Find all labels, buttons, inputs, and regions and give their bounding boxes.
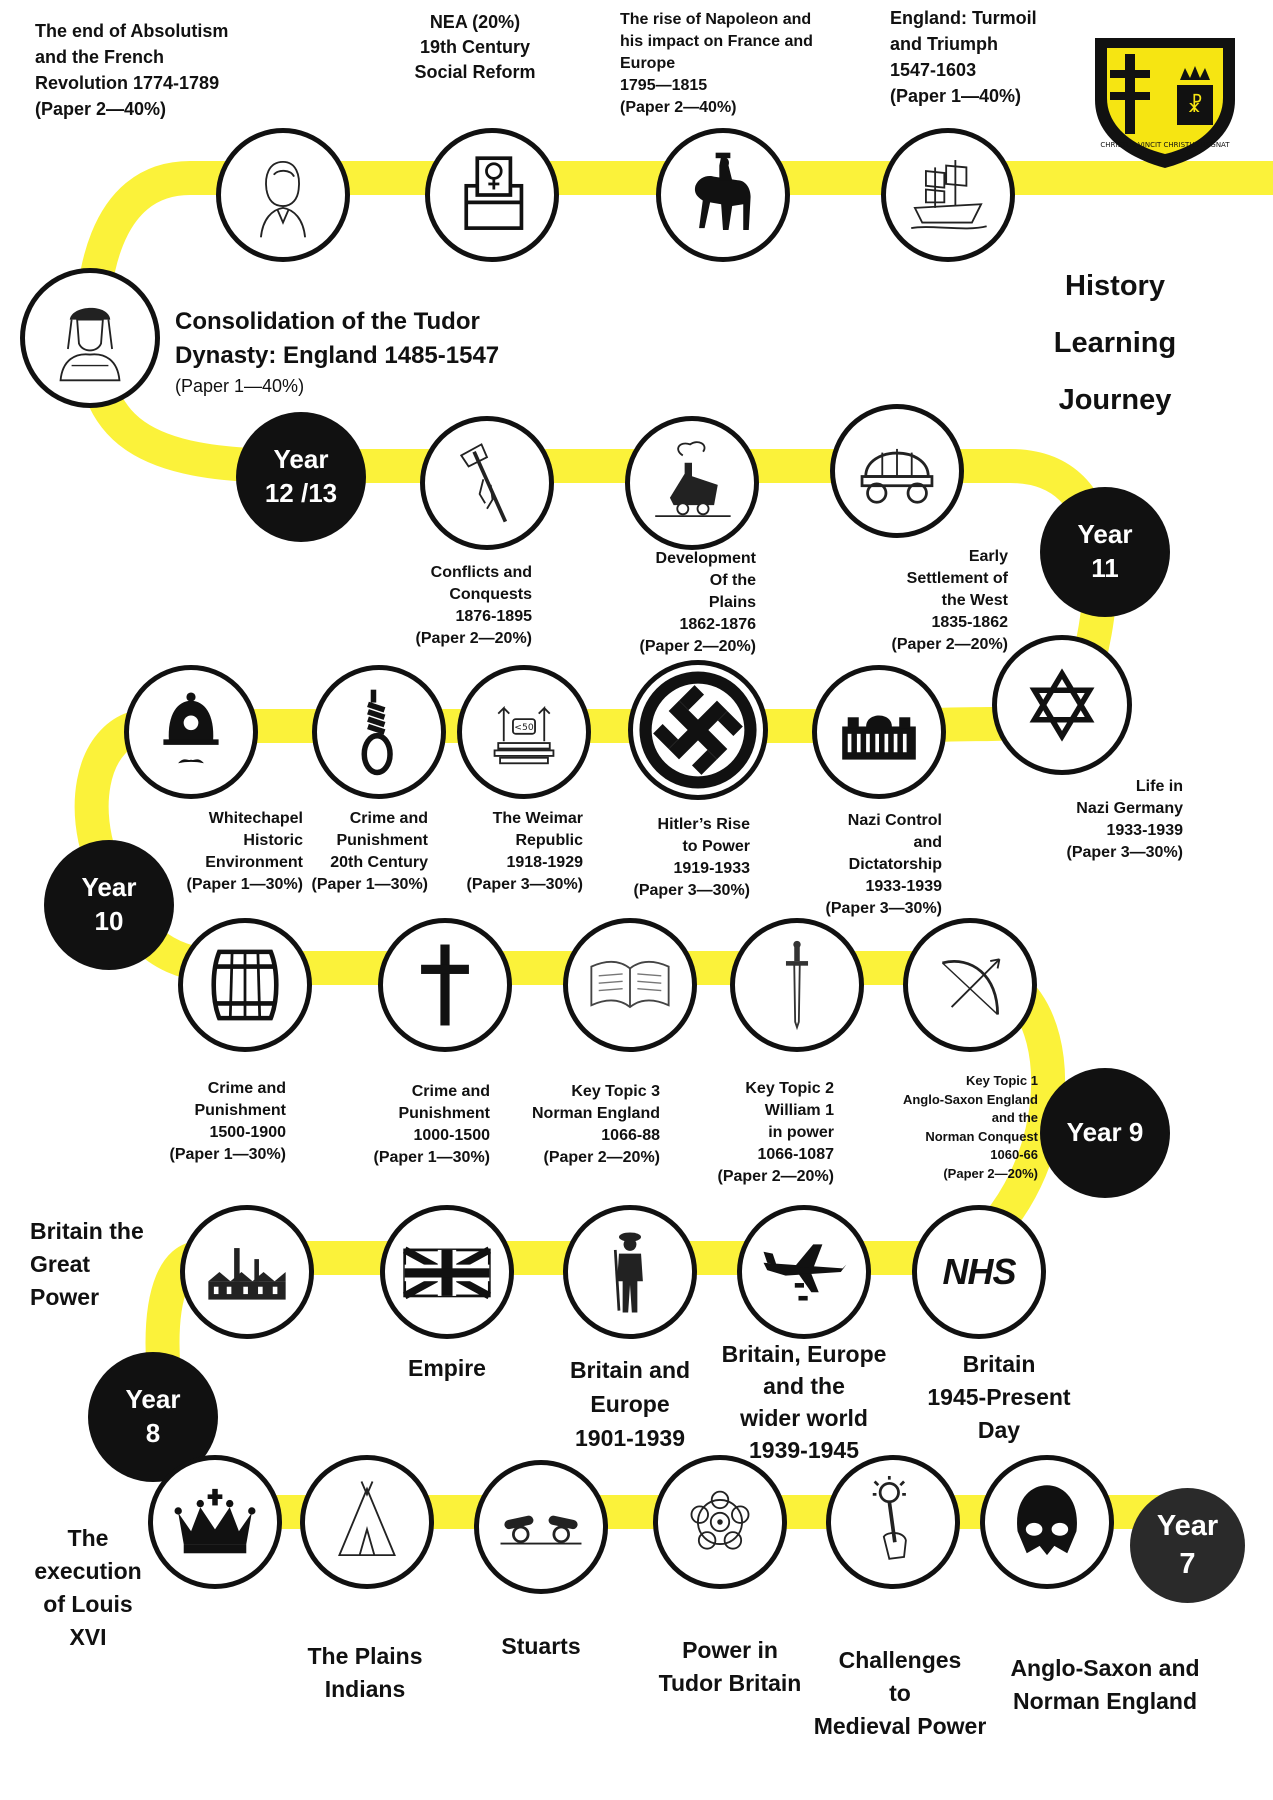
ballot-box-icon xyxy=(446,149,538,241)
label-crime1000: Crime and Punishment 1000-1500 (Paper 1—30%) xyxy=(373,1083,490,1166)
key-topic-1-node xyxy=(903,918,1037,1052)
label-tudor: Consolidation of the Tudor Dynasty: England 1485-1547 (Paper 1—40%) xyxy=(175,308,500,396)
cannons-icon xyxy=(495,1481,587,1573)
key-topic-3-node xyxy=(563,918,697,1052)
louis-node xyxy=(148,1455,282,1589)
label-great-power: Britain the Great Power xyxy=(30,1218,144,1310)
tudor-node xyxy=(20,268,160,408)
medieval-node xyxy=(826,1455,960,1589)
label-whitechapel: Whitechapel Historic Environment (Paper 1—30%) xyxy=(186,810,303,893)
label-key-topic-3: Key Topic 3 Norman England 1066-88 (Paper 2—20%) xyxy=(531,1083,660,1166)
label-europe1901: Britain and Europe 1901-1939 xyxy=(569,1357,691,1451)
nhs-node xyxy=(912,1205,1046,1339)
inflation-icon xyxy=(478,686,570,778)
label-settlement: Early Settlement of the West 1835-1862 (Paper 2—20%) xyxy=(891,548,1008,653)
factory-icon xyxy=(201,1226,293,1318)
label-medieval: Challenges to Medieval Power xyxy=(813,1647,987,1739)
year-12-13-badge: Year 12 /13 xyxy=(236,412,366,542)
settlement-node xyxy=(830,404,964,538)
plains-development-node xyxy=(625,416,759,550)
crown-icon xyxy=(169,1476,261,1568)
europe1901-node xyxy=(563,1205,697,1339)
label-plains-indians: The Plains Indians xyxy=(307,1643,423,1702)
napoleon-node xyxy=(656,128,790,262)
label-key-topic-1: Key Topic 1 Anglo-Saxon England and the Norman Conquest 1060-66 (Paper 2—20%) xyxy=(902,1073,1038,1181)
cross-icon xyxy=(399,939,491,1031)
noose-icon xyxy=(333,686,425,778)
ww2-node xyxy=(737,1205,871,1339)
svg-text:☧: ☧ xyxy=(1187,93,1203,117)
year-8-badge: Year 8 xyxy=(88,1352,218,1482)
label-stuarts: Stuarts xyxy=(501,1633,581,1659)
label-louis: The execution of Louis XVI xyxy=(34,1525,142,1650)
page-title xyxy=(1040,258,1190,429)
label-elizabeth: England: Turmoil and Triumph 1547-1603 (Paper 1—40%) xyxy=(890,8,1037,106)
police-node xyxy=(124,665,258,799)
year-9-badge: Year 9 xyxy=(1040,1068,1170,1198)
barrel-icon xyxy=(199,939,291,1031)
nea-node xyxy=(425,128,559,262)
tudor-portrait-icon xyxy=(44,292,136,384)
label-life-nazi: Life in Nazi Germany 1933-1939 (Paper 3—30%) xyxy=(1066,778,1183,861)
reichstag-icon xyxy=(833,686,925,778)
tomahawk-icon xyxy=(441,437,533,529)
crime1000-node xyxy=(378,918,512,1052)
year-11-badge: Year 11 xyxy=(1040,487,1170,617)
title-line-2: Learning xyxy=(1053,327,1177,359)
steam-train-icon xyxy=(646,437,738,529)
union-flag-icon xyxy=(401,1226,493,1318)
label-tudor-power: Power in Tudor Britain xyxy=(658,1637,802,1696)
viking-helmet-icon xyxy=(1001,1476,1093,1568)
empire-node xyxy=(380,1205,514,1339)
tudor-rose-icon xyxy=(674,1476,766,1568)
label-crime20: Crime and Punishment 20th Century (Paper 1—30%) xyxy=(311,810,428,893)
nazi-control-node xyxy=(812,665,946,799)
great-power-node xyxy=(180,1205,314,1339)
label-napoleon: The rise of Napoleon and his impact on France and Europe 1795—1815 (Paper 2—40%) xyxy=(620,11,813,116)
title-line-3: Journey xyxy=(1058,384,1172,416)
tudor-power-node xyxy=(653,1455,787,1589)
swastika-icon xyxy=(637,669,759,791)
label-ww2: Britain, Europe and the wider world 1939-1945 xyxy=(721,1341,887,1463)
sword-icon xyxy=(751,939,843,1031)
title-line-1: History xyxy=(1065,270,1165,302)
label-empire: Empire xyxy=(408,1355,486,1381)
life-nazi-node xyxy=(992,635,1132,775)
bomber-plane-icon xyxy=(758,1226,850,1318)
label-anglo-saxon: Anglo-Saxon and Norman England xyxy=(1010,1655,1200,1714)
label-plains-development: Development Of the Plains 1862-1876 (Paper 2—20%) xyxy=(639,550,756,655)
soldier-icon xyxy=(584,1226,676,1318)
nhs-icon: NHS xyxy=(942,1251,1016,1292)
portrait-icon xyxy=(237,149,329,241)
key-topic-2-node xyxy=(730,918,864,1052)
svg-text:<50: <50 xyxy=(514,722,534,734)
label-absolutism: The end of Absolutism and the French Revolution 1774-1789 (Paper 2—40%) xyxy=(35,21,229,119)
stuarts-node xyxy=(474,1460,608,1594)
year-7-badge: Year 7 xyxy=(1130,1488,1245,1603)
label-nea: NEA (20%) 19th Century Social Reform xyxy=(414,12,536,82)
noose-node xyxy=(312,665,446,799)
galleon-icon xyxy=(902,149,994,241)
star-of-david-icon xyxy=(1016,659,1108,751)
school-crest-icon xyxy=(1085,30,1245,170)
label-nazi-control: Nazi Control and Dictatorship 1933-1939 (Paper 3—30%) xyxy=(825,812,942,917)
label-weimar: The Weimar Republic 1918-1929 (Paper 3—30%) xyxy=(466,810,583,893)
label-present: Britain 1945-Present Day xyxy=(927,1351,1071,1443)
hitler-node xyxy=(628,660,768,800)
crime1500-node xyxy=(178,918,312,1052)
weimar-node xyxy=(457,665,591,799)
label-conflicts: Conflicts and Conquests 1876-1895 (Paper 2—20%) xyxy=(415,564,532,647)
police-helmet-icon xyxy=(145,686,237,778)
label-key-topic-2: Key Topic 2 William 1 in power 1066-1087 (Paper 2—20%) xyxy=(717,1080,834,1185)
tipi-icon xyxy=(321,1476,413,1568)
anglo-saxon-node xyxy=(980,1455,1114,1589)
label-hitler: Hitler’s Rise to Power 1919-1933 (Paper 3—30%) xyxy=(633,816,750,899)
mace-icon xyxy=(847,1476,939,1568)
crest-motto: CHRISTUS VINCIT CHRISTUS REGNAT xyxy=(1100,141,1230,149)
covered-wagon-icon xyxy=(851,425,943,517)
plains-indians-node xyxy=(300,1455,434,1589)
bow-icon xyxy=(924,939,1016,1031)
horse-rider-icon xyxy=(677,149,769,241)
label-crime1500: Crime and Punishment 1500-1900 (Paper 1—30%) xyxy=(169,1080,286,1163)
elizabeth-node xyxy=(881,128,1015,262)
year-10-badge: Year 10 xyxy=(44,840,174,970)
conflicts-node xyxy=(420,416,554,550)
revolution-node xyxy=(216,128,350,262)
book-icon xyxy=(584,939,676,1031)
